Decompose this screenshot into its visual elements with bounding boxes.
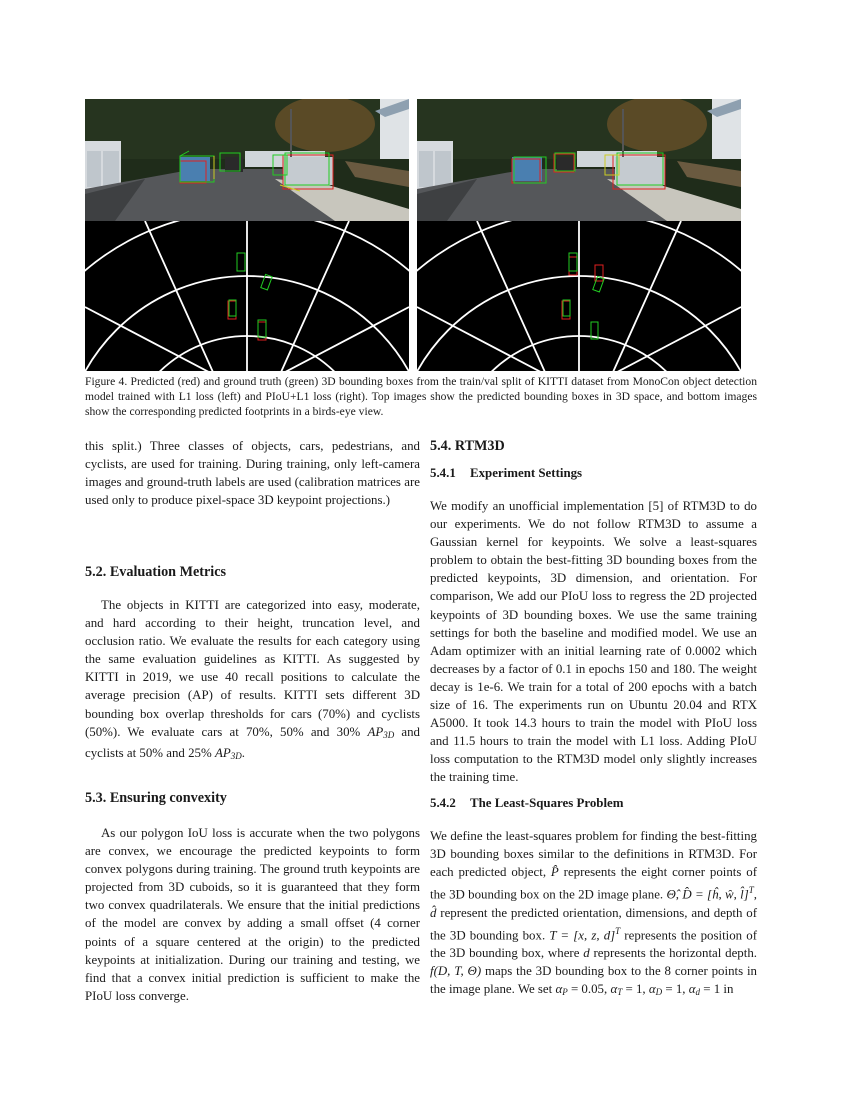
- figure-panel-l1-loss: [85, 99, 409, 371]
- birds-eye-view-l1: [85, 221, 409, 371]
- experiment-settings-paragraph: We modify an unofficial implementation [5] of RTM3D to do our experiments. We do not follow RTM3D to assume a Gaussian kernel for keypoints. We solve a least-squares problem to obtain the best-fitting 3D bounding boxes from the predicted keypoints, 3D dimension, and orientation. For comparison, We add our PIoU loss to regress the 2D projected keypoints of 3D bounding boxes. We use the same training settings for both the baseline and modified model. We use an Adam optimizer with an initial learning rate of 0.0002 which decreases by a factor of 0.1 in epochs 150 and 180. The weight decay is 1e-6. We train for a total of 200 epochs with a batch size of 16. The experiments run on Ubuntu 20.04 and RTX A5000. It took 14.3 hours to train the model with PIoU loss and 11.5 hours to train the model with L1 loss. Adding PIoU loss computation to the RTM3D model only slightly increases the training time.: [430, 499, 757, 785]
- section-5-2-body: [85, 596, 420, 765]
- section-5-2: [85, 563, 420, 581]
- section-heading-rtm3d: 5.4. RTM3D: [430, 438, 505, 454]
- birds-eye-view-piou: [417, 221, 741, 371]
- section-5-4-1-body: [430, 497, 757, 787]
- section-5-4-2-body: [430, 827, 757, 1001]
- camera-image-l1: [85, 99, 409, 221]
- least-squares-paragraph: We define the least-squares problem for finding the best-fitting 3D bounding boxes similar to the definitions in RTM3D. For each predicted object, P̂ represents the eight corner points of the 3D bounding box on the 2D image plane. Θ̂, D̂ = [ĥ, ŵ, l̂]$^T$, d̂ represent the predicted orientation, dimensions, and depth of the 3D bounding box. T = [x, z, d]$^T$ represents the position of the 3D bounding box, where d represents the horizontal depth. f(D, T, Θ) maps the 3D bounding box to the 8 corner points in the image plane. We set $\alpha_P = 0.05$, $\alpha_T = 1$, $\alpha_D = 1$, $\alpha_d = 1$ in: [430, 829, 757, 998]
- figure-4: [85, 99, 741, 371]
- figure-caption: Figure 4. Predicted (red) and ground truth (green) 3D bounding boxes from the train/val split of KITTI dataset from MonoCon object detection model trained with L1 loss (left) and PIoU+L1 loss (right). Top images show the predicted bounding boxes in 3D space, and bottom images show the corresponding predicted footprints in a birds-eye view.: [85, 375, 757, 419]
- section-heading-ensuring-convexity: 5.3. Ensuring convexity: [85, 790, 227, 806]
- continued-paragraph: this split.) Three classes of objects, cars, pedestrians, and cyclists, are used for training. During training, only left-camera images and ground-truth labels are used (calibration matrices are used only to produce pixel-space 3D keypoint projections.): [85, 439, 420, 508]
- section-5-4: [430, 437, 757, 455]
- subsection-heading-experiment-settings: 5.4.1 Experiment Settings: [430, 466, 583, 480]
- section-5-4-2: [430, 794, 757, 812]
- ensuring-convexity-paragraph: As our polygon IoU loss is accurate when the two polygons are convex, we encourage the predicted keypoints to form convex polygons during training. The ground truth keypoints are projected from 3D cuboids, so it is guaranteed that they form two convex quadrilaterals. We ensure that the initial predictions of the model are convex by adding a small offset (4 corner points of a square centered at the origin) to the predicted keypoints at initialization. During our training and testing, we find that a convex initial prediction is sufficient to make the PIoU loss converge.: [85, 826, 420, 1003]
- section-5-3: [85, 789, 420, 807]
- section-heading-evaluation-metrics: 5.2. Evaluation Metrics: [85, 564, 227, 580]
- camera-image-piou: [417, 99, 741, 221]
- section-5-4-1: [430, 464, 757, 482]
- subsection-heading-least-squares: 5.4.2 The Least-Squares Problem: [430, 796, 624, 810]
- evaluation-metrics-paragraph: The objects in KITTI are categorized into easy, moderate, and hard according to their height, truncation level, and occlusion ratio. We evaluate the results for each category using the same evaluation guidelines as KITTI. As suggested by KITTI in 2019, we use 40 recall positions to calculate the average precision (AP) of results. KITTI sets different 3D bounding box overlap thresholds for cars (70%) and cyclists (50%). We evaluate cars at 70%, 50% and 30% $AP_{3D}$ and cyclists at 50% and 25% $AP_{3D}$.: [85, 598, 421, 761]
- figure-panel-piou-l1-loss: [417, 99, 741, 371]
- left-column: [85, 437, 420, 509]
- section-5-3-body: [85, 824, 420, 1005]
